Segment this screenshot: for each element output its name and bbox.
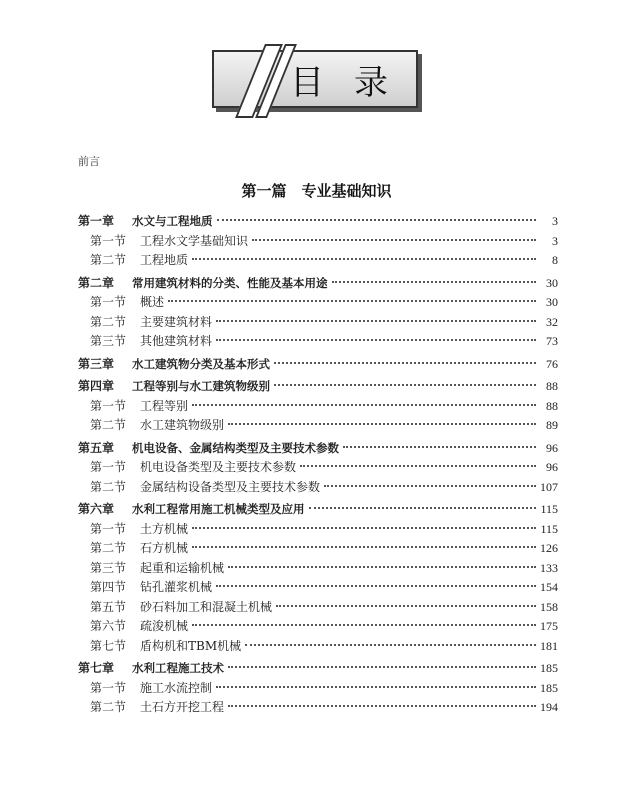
toc-page-number: 88	[546, 379, 558, 393]
toc-entry-number: 第一节	[90, 398, 127, 413]
toc-leader-dots	[228, 566, 536, 568]
toc-entry-number: 第一节	[90, 233, 127, 248]
toc-entry-number: 第三节	[90, 560, 127, 575]
toc-section-row[interactable]	[78, 520, 558, 540]
toc-entry-title: 盾构机和TBM机械	[140, 638, 242, 653]
toc-entry-number: 第三章	[78, 356, 115, 371]
toc-entry-number: 第二节	[90, 479, 127, 494]
toc-leader-dots	[192, 624, 536, 626]
toc-title-banner	[212, 50, 422, 112]
toc-page-number: 107	[540, 479, 558, 494]
toc-chapter-row[interactable]	[78, 355, 558, 375]
toc-leader-dots	[276, 605, 536, 607]
toc-leader-dots	[228, 423, 536, 425]
toc-page-number: 115	[540, 521, 558, 536]
toc-entry-number: 第一章	[78, 214, 115, 228]
toc-page-number: 30	[546, 275, 558, 290]
toc-leader-dots	[192, 258, 536, 260]
toc-leader-dots	[274, 384, 536, 386]
toc-entry-number: 第七节	[90, 638, 127, 653]
toc-entry-title: 土方机械	[140, 521, 189, 536]
toc-page-number: 185	[540, 661, 558, 675]
toc-leader-dots	[216, 585, 536, 587]
toc-entry-number: 第七章	[78, 661, 115, 675]
toc-entry-title: 水工建筑物级别	[140, 418, 225, 432]
toc-leader-dots	[252, 239, 536, 241]
toc-page-number: 126	[540, 541, 558, 555]
toc-section-row[interactable]	[78, 458, 558, 478]
toc-leader-dots	[332, 281, 537, 283]
toc-entry-title: 起重和运输机械	[140, 560, 225, 575]
toc-page-number: 194	[540, 700, 558, 714]
toc-entry-number: 第五章	[78, 440, 115, 455]
toc-entry-number: 第六节	[90, 619, 127, 633]
toc-section-row[interactable]	[78, 617, 558, 637]
toc-page-number: 185	[540, 680, 558, 695]
toc-page-number: 8	[552, 253, 558, 267]
toc-section-row[interactable]	[78, 679, 558, 699]
toc-page-number: 89	[546, 418, 558, 432]
toc-page-number: 32	[546, 314, 558, 329]
toc-leader-dots	[309, 507, 537, 509]
toc-entry-number: 第二节	[90, 253, 127, 267]
toc-leader-dots	[324, 485, 536, 487]
toc-page-number: 88	[546, 398, 558, 413]
toc-entry-title: 工程地质	[140, 253, 189, 267]
toc-chapter-row[interactable]	[78, 500, 558, 520]
toc-entry-number: 第六章	[78, 502, 115, 516]
table-of-contents	[78, 212, 558, 718]
toc-entry-title: 金属结构设备类型及主要技术参数	[140, 479, 321, 494]
toc-chapter-row[interactable]	[78, 377, 558, 397]
toc-page-number: 115	[540, 502, 558, 516]
toc-entry-number: 第四节	[90, 580, 127, 594]
toc-entry-number: 第二节	[90, 418, 127, 432]
toc-entry-title: 石方机械	[140, 541, 189, 555]
toc-page-number: 96	[546, 440, 558, 455]
toc-leader-dots	[245, 644, 536, 646]
toc-chapter-row[interactable]	[78, 659, 558, 679]
toc-entry-title: 常用建筑材料的分类、性能及基本用途	[132, 275, 328, 290]
toc-entry-number: 第一节	[90, 295, 127, 309]
toc-entry-title: 砂石料加工和混凝土机械	[140, 599, 273, 614]
toc-entry-title: 概述	[140, 295, 165, 309]
toc-entry-number: 第一节	[90, 521, 127, 536]
toc-section-row[interactable]	[78, 598, 558, 618]
toc-section-row[interactable]	[78, 539, 558, 559]
part-title: 第一篇 专业基础知识	[241, 182, 392, 200]
toc-entry-number: 第四章	[78, 379, 115, 393]
toc-section-row[interactable]	[78, 637, 558, 657]
toc-section-row[interactable]	[78, 478, 558, 498]
toc-entry-title: 机电设备类型及主要技术参数	[140, 460, 297, 474]
toc-entry-title: 施工水流控制	[140, 680, 213, 695]
toc-entry-title: 土石方开挖工程	[140, 700, 225, 714]
toc-leader-dots	[192, 546, 536, 548]
toc-page-number: 158	[540, 599, 558, 614]
toc-page-number: 73	[546, 334, 558, 348]
toc-entry-title: 工程等别与水工建筑物级别	[132, 379, 270, 393]
toc-entry-number: 第一节	[90, 460, 127, 474]
preface-link[interactable]: 前言	[78, 155, 100, 168]
toc-section-row[interactable]	[78, 232, 558, 252]
toc-leader-dots	[192, 404, 536, 406]
toc-entry-number: 第二节	[90, 700, 127, 714]
toc-leader-dots	[228, 705, 536, 707]
toc-chapter-row[interactable]	[78, 439, 558, 459]
toc-entry-title: 水利工程施工技术	[132, 661, 224, 675]
toc-leader-dots	[228, 666, 536, 668]
toc-section-row[interactable]	[78, 251, 558, 271]
toc-page-number: 133	[540, 560, 558, 575]
toc-leader-dots	[216, 339, 536, 341]
toc-page-number: 3	[552, 233, 558, 248]
toc-entry-number: 第二章	[78, 275, 115, 290]
toc-page-number: 30	[546, 295, 558, 309]
toc-leader-dots	[168, 300, 536, 302]
toc-entry-title: 疏浚机械	[140, 619, 189, 633]
toc-section-row[interactable]	[78, 578, 558, 598]
toc-leader-dots	[216, 686, 536, 688]
toc-page-number: 3	[552, 214, 558, 228]
toc-page-number: 154	[540, 580, 558, 594]
toc-entry-title: 主要建筑材料	[140, 314, 213, 329]
toc-page-number: 96	[546, 460, 558, 474]
toc-leader-dots	[216, 320, 536, 322]
toc-entry-number: 第五节	[90, 599, 127, 614]
toc-entry-title: 机电设备、金属结构类型及主要技术参数	[132, 440, 339, 455]
toc-leader-dots	[343, 446, 536, 448]
toc-entry-title: 工程等别	[140, 398, 189, 413]
toc-chapter-row[interactable]	[78, 212, 558, 232]
toc-section-row[interactable]	[78, 293, 558, 313]
toc-entry-title: 水利工程常用施工机械类型及应用	[132, 502, 305, 516]
toc-chapter-row[interactable]	[78, 274, 558, 294]
toc-entry-number: 第一节	[90, 680, 127, 695]
toc-entry-title: 钻孔灌浆机械	[140, 580, 213, 594]
toc-section-row[interactable]	[78, 313, 558, 333]
toc-entry-number: 第二节	[90, 541, 127, 555]
toc-entry-number: 第三节	[90, 334, 127, 348]
toc-section-row[interactable]	[78, 698, 558, 718]
toc-entry-title: 水工建筑物分类及基本形式	[132, 356, 270, 371]
page-title: 目录	[290, 63, 418, 103]
toc-page-number: 76	[546, 356, 558, 371]
toc-entry-title: 其他建筑材料	[140, 334, 213, 348]
toc-leader-dots	[274, 362, 536, 364]
toc-page-number: 175	[540, 619, 558, 633]
toc-section-row[interactable]	[78, 332, 558, 352]
toc-page-number: 181	[540, 638, 558, 653]
toc-entry-number: 第二节	[90, 314, 127, 329]
toc-section-row[interactable]	[78, 416, 558, 436]
toc-section-row[interactable]	[78, 397, 558, 417]
toc-section-row[interactable]	[78, 559, 558, 579]
toc-leader-dots	[300, 465, 536, 467]
toc-entry-title: 水文与工程地质	[132, 214, 213, 228]
toc-leader-dots	[217, 219, 537, 221]
toc-leader-dots	[192, 527, 536, 529]
toc-entry-title: 工程水文学基础知识	[140, 233, 249, 248]
